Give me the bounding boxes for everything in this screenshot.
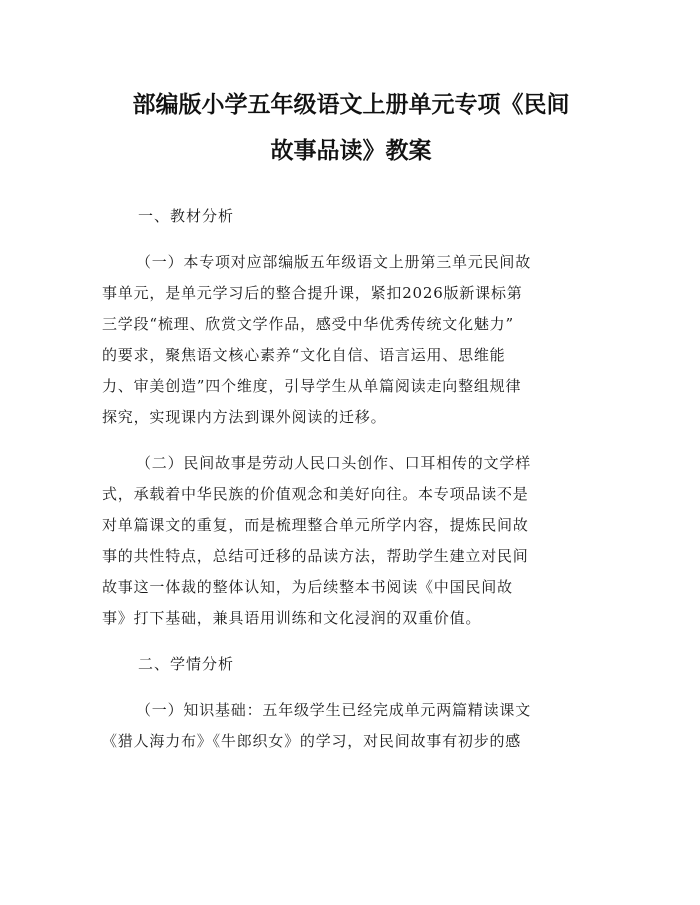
text-line: 对单篇课文的重复，而是梳理整合单元所学内容，提炼民间故: [102, 516, 529, 534]
document-body: [102, 201, 600, 772]
paragraph-1-2: [102, 448, 600, 649]
text-line: 事的共性特点，总结可迁移的品读方法，帮助学生建立对民间: [102, 547, 529, 565]
text-line: 力、审美创造”四个维度，引导学生从单篇阅读走向整组规律: [102, 377, 522, 395]
text-line: 故事这一体裁的整体认知，为后续整本书阅读《中国民间故: [102, 578, 513, 596]
text-line: 事单元，是单元学习后的整合提升课，紧扣2026版新课标第: [102, 284, 523, 302]
text-line: 三学段“梳理、欣赏文学作品，感受中华优秀传统文化魅力”: [102, 315, 514, 333]
text-line: 的要求，聚焦语文核心素养“文化自信、语言运用、思维能: [102, 346, 506, 364]
paragraph-1-1: [102, 247, 600, 448]
text-line: （一）本专项对应部编版五年级语文上册第三单元民间故: [136, 253, 532, 271]
text-line: 式，承载着中华民族的价值观念和美好向往。本专项品读不是: [102, 485, 529, 503]
text-line: （一）知识基础：五年级学生已经完成单元两篇精读课文: [136, 701, 532, 719]
section-heading-learner-analysis: 二、学情分析: [138, 655, 235, 673]
title-line-1: 部编版小学五年级语文上册单元专项《民间: [132, 92, 570, 118]
paragraph-2-1: [102, 695, 600, 772]
text-line: 探究，实现课内方法到课外阅读的迁移。: [102, 408, 387, 426]
text-line: 《猎人海力布》《牛郎织女》的学习，对民间故事有初步的感: [102, 732, 522, 750]
document-title: [102, 0, 600, 174]
text-line: 事》打下基础，兼具语用训练和文化浸润的双重价值。: [102, 609, 482, 627]
section-heading-textbook-analysis: 一、教材分析: [138, 207, 235, 225]
title-line-2: 故事品读》教案: [270, 138, 432, 164]
text-line: （二）民间故事是劳动人民口头创作、口耳相传的文学样: [136, 454, 532, 472]
